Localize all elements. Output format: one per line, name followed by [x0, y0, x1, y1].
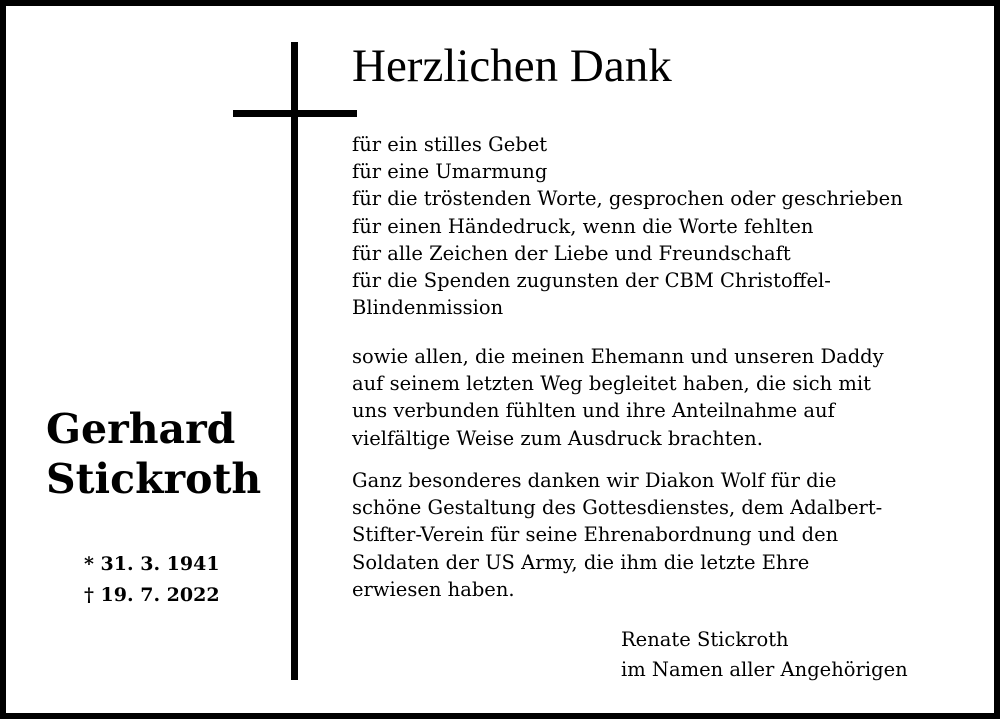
life-dates [84, 549, 220, 611]
thanks-line: für eine Umarmung [352, 160, 548, 184]
thanks-line: Blindenmission [352, 296, 504, 320]
cross-icon-bar [233, 110, 357, 117]
paragraph-line: vielfältige Weise zum Ausdruck brachten. [352, 426, 763, 450]
deceased-name [46, 404, 261, 504]
page-title: Herzlichen Dank [352, 40, 672, 92]
thanks-line: für einen Händedruck, wenn die Worte fehlten [352, 214, 814, 238]
paragraph-line: schöne Gestaltung des Gottesdienstes, dem Adalbert- [352, 496, 883, 520]
paragraph-line: erwiesen haben. [352, 577, 515, 601]
paragraph-line: sowie allen, die meinen Ehemann und unseren Daddy [352, 345, 884, 368]
paragraph-line: uns verbunden fühlten und ihre Anteilnahme auf [352, 399, 835, 423]
signature-note: im Namen aller Angehörigen [621, 658, 908, 681]
signature [621, 625, 908, 685]
birth-date: * 31. 3. 1941 [84, 553, 220, 575]
thanks-line: für die Spenden zugunsten der CBM Christoffel- [352, 269, 831, 293]
thanks-line: für alle Zeichen der Liebe und Freundschaft [352, 241, 791, 265]
first-name: Gerhard [46, 405, 236, 453]
last-name: Stickroth [46, 455, 262, 503]
paragraph-line: Soldaten der US Army, die ihm die letzte Ehre [352, 550, 810, 574]
thanks-line: für ein stilles Gebet [352, 133, 548, 156]
paragraph-line: auf seinem letzten Weg begleitet haben, die sich mit [352, 372, 871, 396]
thanks-list [352, 131, 903, 321]
special-thanks-paragraph [352, 467, 882, 603]
cross-icon [291, 42, 298, 680]
paragraph-line: Ganz besonderes danken wir Diakon Wolf für die [352, 469, 837, 492]
gratitude-paragraph [352, 343, 884, 452]
signature-name: Renate Stickroth [621, 628, 789, 651]
paragraph-line: Stifter-Verein für seine Ehrenabordnung und den [352, 523, 839, 547]
death-date: † 19. 7. 2022 [84, 584, 220, 606]
thanks-line: für die tröstenden Worte, gesprochen oder geschrieben [352, 187, 903, 211]
